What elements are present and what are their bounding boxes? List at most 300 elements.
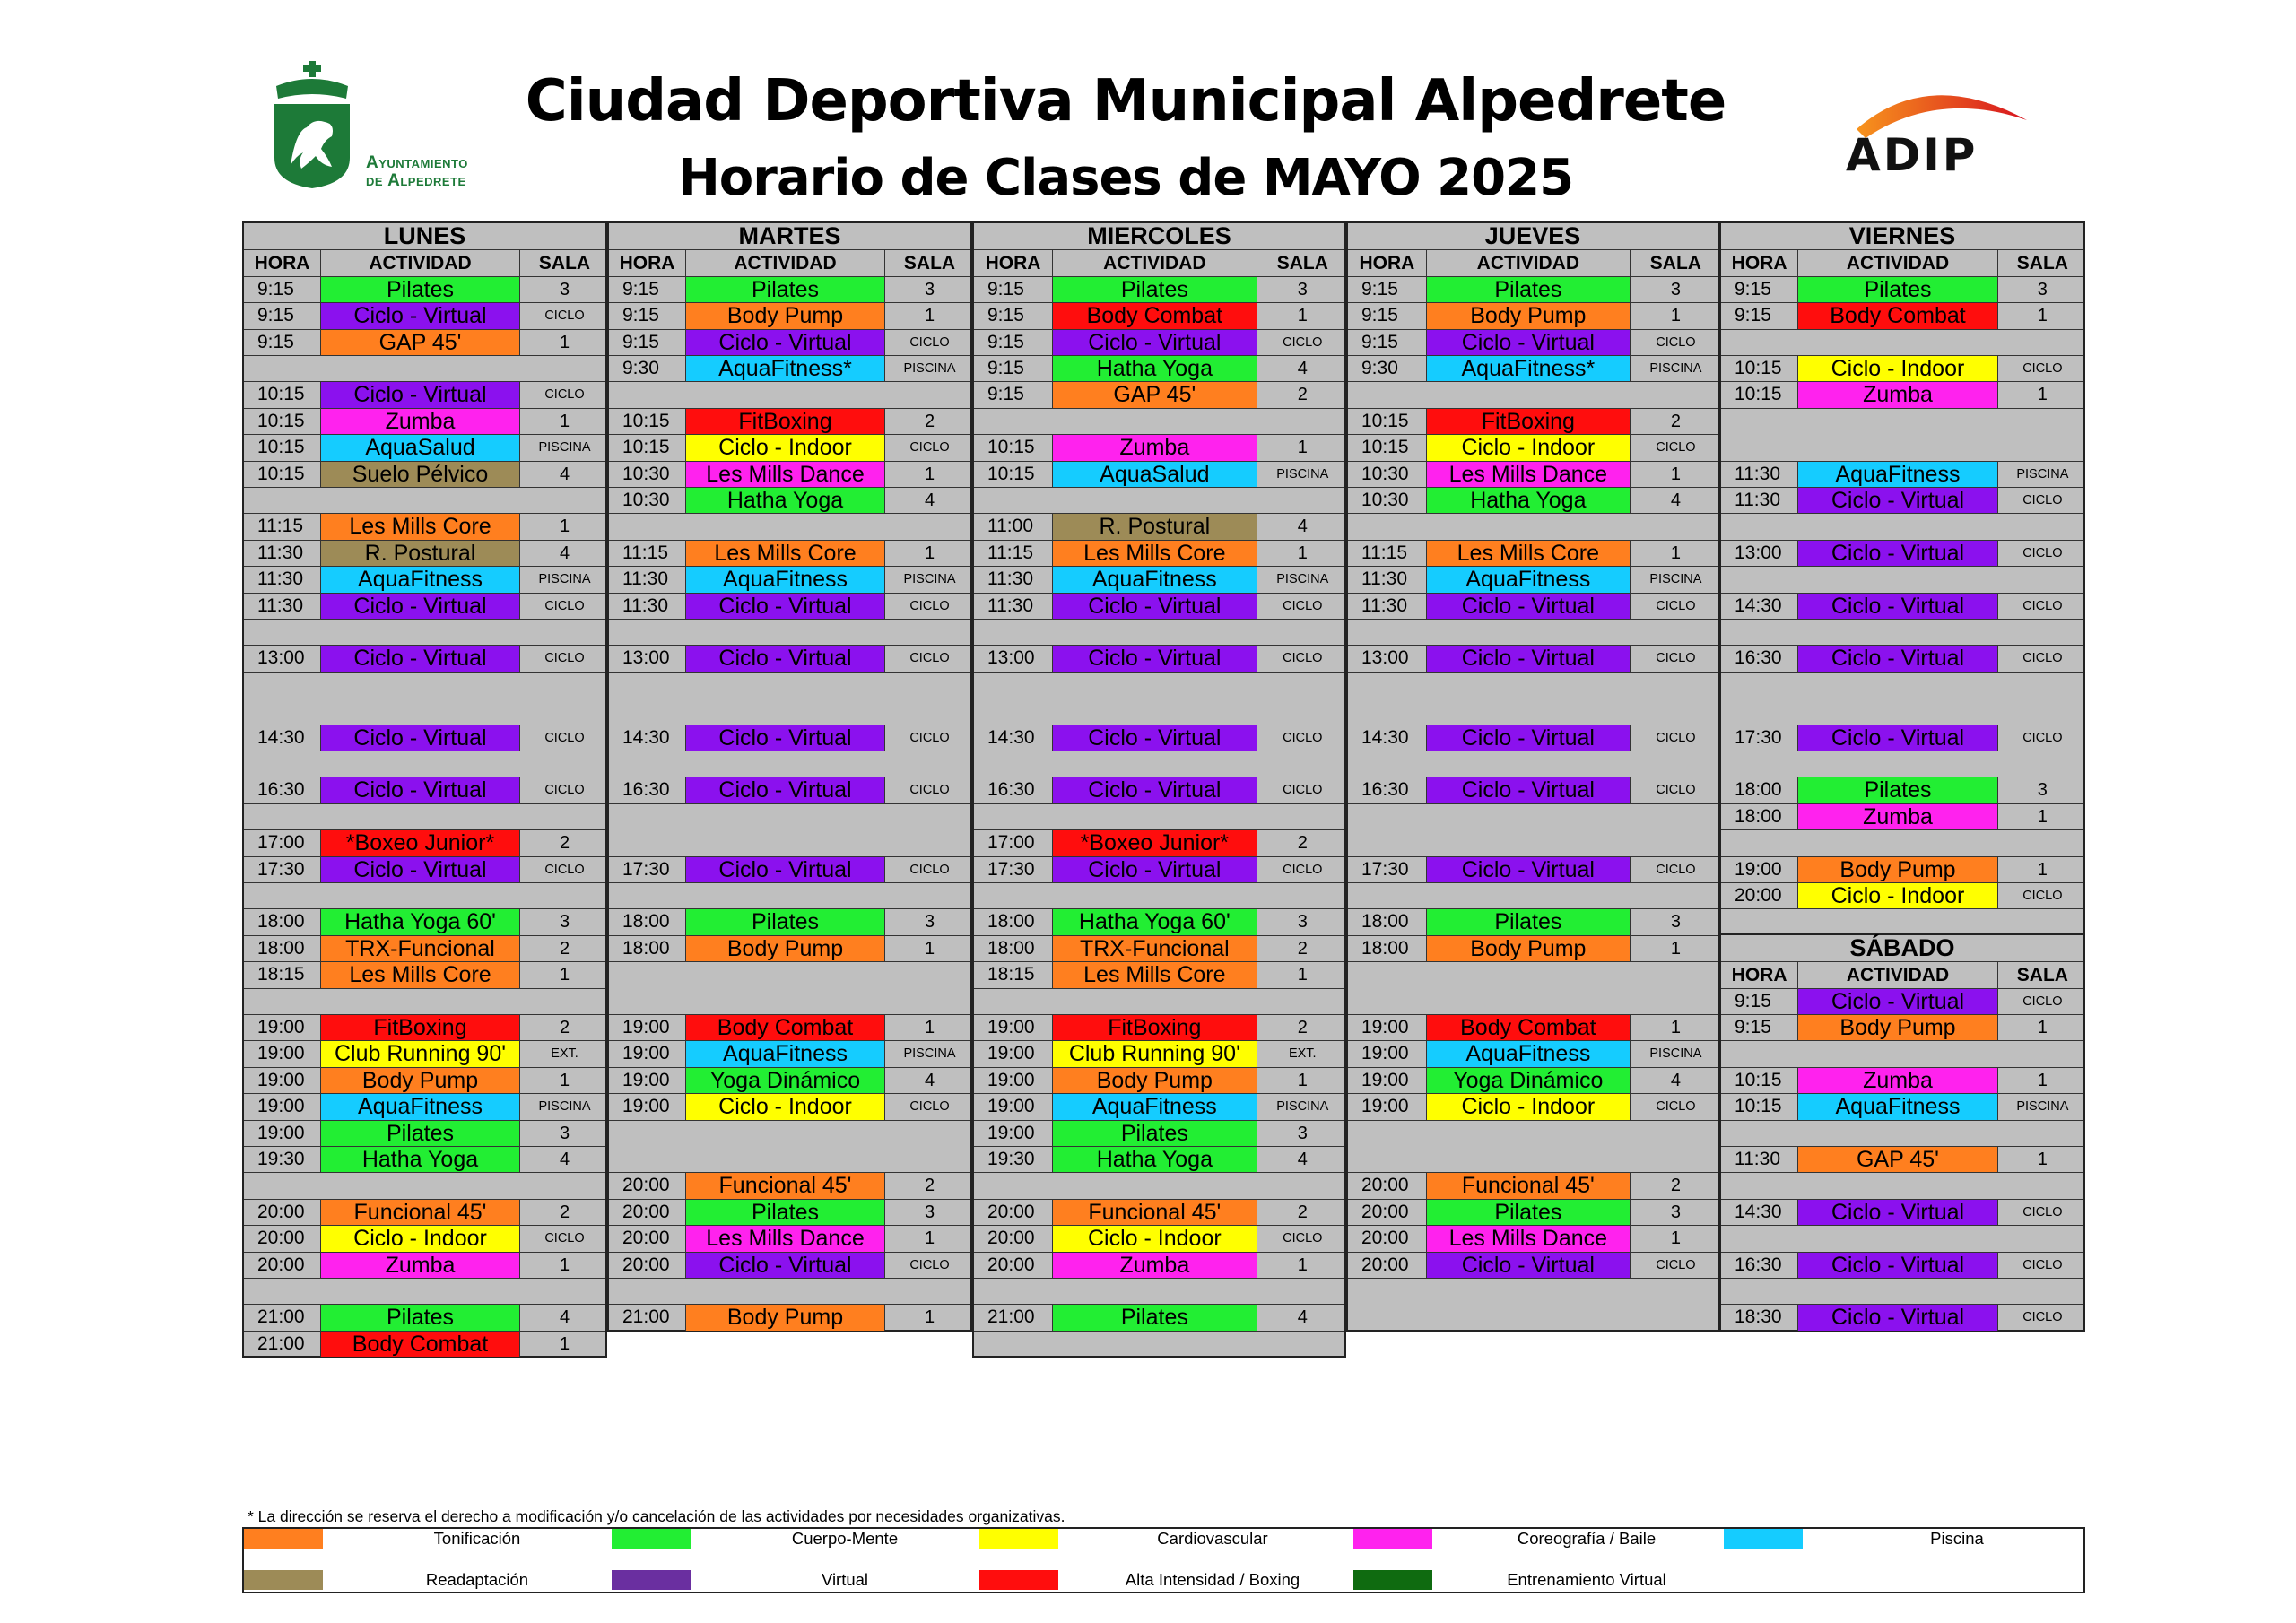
class-row[interactable]: [244, 540, 605, 566]
legend-swatch: [612, 1570, 691, 1590]
class-row[interactable]: [609, 540, 970, 566]
class-activity: Ciclo - Indoor: [1053, 1226, 1257, 1251]
class-room: CICLO: [2022, 361, 2063, 376]
class-time: 16:30: [1348, 777, 1427, 803]
class-room: 3: [924, 1202, 935, 1222]
class-activity: Pilates: [1798, 277, 1998, 302]
class-row[interactable]: [1348, 540, 1718, 566]
class-row[interactable]: [974, 1120, 1344, 1146]
class-activity: Les Mills Dance: [686, 1226, 885, 1251]
class-room: 1: [559, 516, 570, 537]
empty-row: [1348, 381, 1718, 407]
class-room: 1: [559, 965, 570, 985]
class-row[interactable]: [974, 1199, 1344, 1225]
class-row[interactable]: [244, 1040, 605, 1066]
class-row[interactable]: [609, 593, 970, 619]
class-activity: FitBoxing: [321, 1015, 520, 1040]
class-activity: Yoga Dinámico: [1427, 1068, 1631, 1093]
class-row[interactable]: [244, 381, 605, 407]
class-row[interactable]: [244, 1252, 605, 1278]
legend-item: [1353, 1529, 1712, 1549]
class-room: 1: [559, 411, 570, 431]
class-room: PISCINA: [538, 1099, 591, 1115]
class-row[interactable]: [609, 645, 970, 671]
legend-label: Tonificación: [433, 1529, 521, 1548]
class-activity: Body Combat: [1427, 1015, 1631, 1040]
class-time: 9:15: [974, 330, 1053, 355]
class-row[interactable]: [244, 829, 605, 855]
class-row[interactable]: [1348, 1199, 1718, 1225]
class-row[interactable]: [974, 1225, 1344, 1251]
class-row[interactable]: [244, 513, 605, 539]
class-row[interactable]: [974, 1093, 1344, 1119]
class-activity: Ciclo - Indoor: [686, 1094, 885, 1119]
class-row[interactable]: [1348, 1040, 1718, 1066]
class-time: 11:15: [1348, 541, 1427, 566]
class-row[interactable]: [974, 1146, 1344, 1172]
class-room: 1: [2037, 859, 2048, 880]
class-row[interactable]: [1348, 566, 1718, 592]
class-room: 1: [559, 332, 570, 352]
class-row[interactable]: [1721, 593, 2083, 619]
class-row[interactable]: [1348, 1252, 1718, 1278]
class-row[interactable]: [974, 434, 1344, 460]
class-row[interactable]: [609, 1304, 970, 1330]
class-room: CICLO: [1656, 334, 1696, 350]
class-time: 19:00: [244, 1094, 321, 1119]
class-time: 20:00: [974, 1200, 1053, 1225]
legend-label: Alta Intensidad / Boxing: [1125, 1570, 1300, 1589]
class-row[interactable]: [974, 355, 1344, 381]
class-activity: Hatha Yoga: [1427, 488, 1631, 513]
class-row[interactable]: [1721, 381, 2083, 407]
class-room: CICLO: [2022, 889, 2063, 903]
class-row[interactable]: [1721, 882, 2083, 908]
empty-row: [1721, 698, 2083, 724]
class-activity: Body Pump: [1427, 936, 1631, 961]
class-activity: GAP 45': [1053, 382, 1257, 407]
class-row[interactable]: [609, 1199, 970, 1225]
class-row[interactable]: [974, 908, 1344, 934]
class-activity: TRX-Funcional: [1053, 936, 1257, 961]
class-room: CICLO: [1656, 651, 1696, 666]
class-activity: AquaFitness: [1798, 462, 1998, 487]
class-row[interactable]: [974, 961, 1344, 987]
class-activity: Ciclo - Virtual: [1427, 330, 1631, 355]
class-time: 13:00: [1721, 541, 1798, 566]
class-time: 20:00: [1348, 1253, 1427, 1278]
class-row[interactable]: [244, 1331, 605, 1357]
class-row[interactable]: [974, 1252, 1344, 1278]
class-room: 2: [559, 1202, 570, 1222]
class-row[interactable]: [974, 777, 1344, 803]
class-row[interactable]: [1348, 777, 1718, 803]
class-row[interactable]: [609, 408, 970, 434]
class-time: 19:00: [609, 1041, 686, 1066]
class-activity: Body Combat: [1053, 303, 1257, 328]
class-time: 11:30: [1348, 567, 1427, 592]
class-time: 13:00: [609, 646, 686, 671]
column-header: SALA: [2016, 253, 2068, 274]
class-activity: Ciclo - Virtual: [1427, 646, 1631, 671]
class-row[interactable]: [244, 408, 605, 434]
class-row[interactable]: [609, 908, 970, 934]
class-room: 1: [924, 464, 935, 484]
class-activity: Ciclo - Virtual: [1798, 725, 1998, 751]
class-row[interactable]: [609, 856, 970, 882]
class-row[interactable]: [244, 777, 605, 803]
class-time: 21:00: [244, 1332, 321, 1357]
class-row[interactable]: [244, 276, 605, 302]
class-activity: Pilates: [321, 277, 520, 302]
class-row[interactable]: [974, 276, 1344, 302]
class-row[interactable]: [1721, 856, 2083, 882]
class-row[interactable]: [609, 355, 970, 381]
class-room: CICLO: [544, 308, 585, 324]
day-column-5: [1719, 933, 2085, 1332]
class-row[interactable]: [974, 1067, 1344, 1093]
class-time: 10:15: [1721, 356, 1798, 381]
legend-item: [244, 1570, 603, 1590]
class-time: 16:30: [1721, 646, 1798, 671]
class-room: 3: [1297, 279, 1308, 299]
class-room: EXT.: [551, 1046, 578, 1062]
class-room: 2: [559, 938, 570, 959]
class-row[interactable]: [1721, 1304, 2083, 1330]
class-row[interactable]: [244, 645, 605, 671]
class-time: 18:00: [244, 909, 321, 934]
class-row[interactable]: [609, 935, 970, 961]
class-row[interactable]: [974, 856, 1344, 882]
class-room: 1: [2037, 806, 2048, 827]
empty-row: [974, 672, 1344, 698]
page-title: Ciudad Deportiva Municipal Alpedrete: [525, 68, 1726, 135]
class-activity: Suelo Pélvico: [321, 462, 520, 487]
class-time: 9:15: [1721, 277, 1798, 302]
empty-row: [244, 1278, 605, 1304]
class-row[interactable]: [1348, 908, 1718, 934]
class-row[interactable]: [244, 302, 605, 328]
class-row[interactable]: [609, 461, 970, 487]
class-row[interactable]: [974, 725, 1344, 751]
class-activity: Body Pump: [686, 936, 885, 961]
page-subtitle: Horario de Clases de MAYO 2025: [677, 149, 1574, 207]
class-activity: Ciclo - Virtual: [686, 646, 885, 671]
class-row[interactable]: [244, 1120, 605, 1146]
class-row[interactable]: [1348, 725, 1718, 751]
class-activity: Body Pump: [686, 1305, 885, 1330]
class-time: 13:00: [974, 646, 1053, 671]
class-row[interactable]: [609, 1040, 970, 1066]
class-row[interactable]: [1721, 540, 2083, 566]
class-row[interactable]: [244, 329, 605, 355]
class-room: CICLO: [544, 598, 585, 613]
class-activity: Ciclo - Virtual: [1798, 646, 1998, 671]
class-row[interactable]: [974, 1014, 1344, 1040]
class-time: 9:15: [244, 303, 321, 328]
class-row[interactable]: [974, 540, 1344, 566]
class-time: 19:00: [1348, 1015, 1427, 1040]
class-activity: Club Running 90': [1053, 1041, 1257, 1066]
class-row[interactable]: [1721, 725, 2083, 751]
legend-label: Virtual: [821, 1570, 869, 1589]
class-row[interactable]: [1348, 1014, 1718, 1040]
class-row[interactable]: [1348, 487, 1718, 513]
class-row[interactable]: [244, 908, 605, 934]
class-activity: Body Pump: [321, 1068, 520, 1093]
empty-row: [1348, 803, 1718, 829]
class-room: 3: [1670, 279, 1681, 299]
class-row[interactable]: [1348, 302, 1718, 328]
class-row[interactable]: [974, 645, 1344, 671]
class-row[interactable]: [609, 1014, 970, 1040]
class-room: CICLO: [909, 730, 950, 745]
class-row[interactable]: [244, 461, 605, 487]
class-row[interactable]: [609, 302, 970, 328]
column-header-row: [244, 249, 605, 275]
class-room: PISCINA: [1276, 1099, 1329, 1115]
class-row[interactable]: [244, 1067, 605, 1093]
class-row[interactable]: [609, 1093, 970, 1119]
class-row[interactable]: [609, 566, 970, 592]
class-row[interactable]: [1721, 355, 2083, 381]
class-room: PISCINA: [2016, 466, 2069, 482]
class-row[interactable]: [974, 1304, 1344, 1330]
empty-row: [609, 619, 970, 645]
class-activity: TRX-Funcional: [321, 936, 520, 961]
class-activity: FitBoxing: [1427, 409, 1631, 434]
empty-row: [609, 698, 970, 724]
class-activity: Ciclo - Indoor: [1427, 435, 1631, 460]
class-row[interactable]: [974, 566, 1344, 592]
class-row[interactable]: [609, 1172, 970, 1198]
empty-row: [1348, 672, 1718, 698]
class-row[interactable]: [1721, 803, 2083, 829]
class-row[interactable]: [609, 276, 970, 302]
class-time: 17:30: [609, 857, 686, 882]
class-row[interactable]: [1348, 856, 1718, 882]
empty-row: [974, 1278, 1344, 1304]
class-activity: Body Pump: [1798, 1015, 1998, 1040]
class-row[interactable]: [1721, 1146, 2083, 1172]
class-time: 11:30: [244, 541, 321, 566]
empty-row: [974, 1172, 1344, 1198]
class-room: 2: [1670, 1176, 1681, 1196]
class-row[interactable]: [1721, 777, 2083, 803]
class-row[interactable]: [609, 725, 970, 751]
class-room: 1: [1670, 1018, 1681, 1037]
class-row[interactable]: [609, 1067, 970, 1093]
class-time: 10:15: [1348, 435, 1427, 460]
class-time: 9:15: [974, 303, 1053, 328]
class-row[interactable]: [1348, 593, 1718, 619]
class-row[interactable]: [609, 1252, 970, 1278]
class-activity: Ciclo - Virtual: [1053, 857, 1257, 882]
class-row[interactable]: [1721, 461, 2083, 487]
class-row[interactable]: [974, 829, 1344, 855]
class-row[interactable]: [244, 434, 605, 460]
class-room: CICLO: [2022, 651, 2063, 666]
class-row[interactable]: [244, 856, 605, 882]
class-row[interactable]: [609, 487, 970, 513]
class-row[interactable]: [1721, 487, 2083, 513]
class-row[interactable]: [1721, 1252, 2083, 1278]
class-row[interactable]: [1348, 645, 1718, 671]
class-row[interactable]: [1721, 302, 2083, 328]
class-row[interactable]: [1348, 434, 1718, 460]
class-row[interactable]: [1348, 935, 1718, 961]
legend-swatch: [1353, 1570, 1432, 1590]
class-row[interactable]: [1721, 276, 2083, 302]
class-row[interactable]: [1721, 988, 2083, 1014]
class-time: 10:15: [1348, 409, 1427, 434]
class-row[interactable]: [244, 1014, 605, 1040]
class-activity: Ciclo - Indoor: [1798, 356, 1998, 381]
class-row[interactable]: [1348, 461, 1718, 487]
class-time: 19:00: [1721, 857, 1798, 882]
class-row[interactable]: [974, 302, 1344, 328]
class-activity: Club Running 90': [321, 1041, 520, 1066]
legend-item: [244, 1529, 603, 1549]
class-row[interactable]: [609, 1225, 970, 1251]
class-room: 3: [1670, 912, 1681, 933]
class-row[interactable]: [1348, 1225, 1718, 1251]
class-activity: FitBoxing: [686, 409, 885, 434]
class-room: 3: [1297, 912, 1308, 933]
class-time: 17:00: [244, 830, 321, 855]
class-row[interactable]: [1348, 355, 1718, 381]
class-row[interactable]: [1348, 1172, 1718, 1198]
class-activity: Ciclo - Virtual: [1053, 330, 1257, 355]
class-room: PISCINA: [903, 361, 956, 376]
class-time: 19:00: [244, 1121, 321, 1146]
class-row[interactable]: [244, 1093, 605, 1119]
class-time: 17:30: [244, 857, 321, 882]
class-time: 19:00: [1348, 1094, 1427, 1119]
class-row[interactable]: [1348, 329, 1718, 355]
class-activity: Hatha Yoga: [321, 1147, 520, 1172]
class-row[interactable]: [609, 434, 970, 460]
empty-row: [974, 1331, 1344, 1357]
empty-row: [1721, 1225, 2083, 1251]
class-activity: Pilates: [1798, 777, 1998, 803]
class-row[interactable]: [609, 329, 970, 355]
class-time: 10:15: [1721, 382, 1798, 407]
empty-row: [1348, 1278, 1718, 1304]
column-header: ACTIVIDAD: [1427, 250, 1631, 276]
class-row[interactable]: [244, 935, 605, 961]
class-activity: AquaFitness*: [686, 356, 885, 381]
class-room: 4: [559, 1150, 570, 1169]
class-room: PISCINA: [903, 572, 956, 587]
legend-swatch: [244, 1529, 323, 1549]
class-room: 1: [924, 1228, 935, 1249]
class-row[interactable]: [244, 1304, 605, 1330]
class-room: 2: [924, 1176, 935, 1196]
class-row[interactable]: [1348, 1093, 1718, 1119]
class-time: 20:00: [609, 1226, 686, 1251]
empty-row: [1721, 329, 2083, 355]
empty-row: [974, 882, 1344, 908]
class-time: 14:30: [974, 725, 1053, 751]
class-row[interactable]: [244, 593, 605, 619]
class-row[interactable]: [974, 513, 1344, 539]
class-row[interactable]: [244, 725, 605, 751]
class-activity: Funcional 45': [321, 1200, 520, 1225]
ayuntamiento-name: Ayuntamiento de Alpedrete: [366, 153, 468, 190]
class-row[interactable]: [1721, 1093, 2083, 1119]
class-row[interactable]: [1348, 276, 1718, 302]
class-room: 1: [1297, 1254, 1308, 1275]
class-row[interactable]: [244, 566, 605, 592]
class-row[interactable]: [1721, 1067, 2083, 1093]
class-time: 21:00: [609, 1305, 686, 1330]
class-row[interactable]: [974, 935, 1344, 961]
class-time: 18:00: [1721, 777, 1798, 803]
class-time: 18:00: [974, 936, 1053, 961]
class-time: 21:00: [244, 1305, 321, 1330]
class-room: PISCINA: [2016, 1099, 2069, 1115]
empty-row: [1721, 751, 2083, 777]
class-row[interactable]: [1348, 408, 1718, 434]
day-column-1: [607, 221, 972, 1332]
class-room: CICLO: [544, 387, 585, 403]
class-row[interactable]: [974, 461, 1344, 487]
class-row[interactable]: [974, 381, 1344, 407]
legend-swatch: [979, 1570, 1058, 1590]
class-time: 10:30: [1348, 462, 1427, 487]
class-time: 11:00: [974, 514, 1053, 539]
empty-row: [1348, 513, 1718, 539]
class-activity: Ciclo - Virtual: [1053, 725, 1257, 751]
class-row[interactable]: [974, 1040, 1344, 1066]
class-row[interactable]: [1721, 1199, 2083, 1225]
empty-row: [609, 1278, 970, 1304]
class-activity: Ciclo - Virtual: [686, 725, 885, 751]
class-row[interactable]: [244, 1199, 605, 1225]
class-row[interactable]: [1721, 1014, 2083, 1040]
class-room: 3: [2037, 780, 2048, 801]
class-time: 20:00: [1348, 1226, 1427, 1251]
class-room: 3: [1297, 1123, 1308, 1143]
class-row[interactable]: [1721, 645, 2083, 671]
class-row[interactable]: [609, 777, 970, 803]
class-row[interactable]: [244, 1225, 605, 1251]
class-row[interactable]: [244, 961, 605, 987]
class-time: 17:30: [1721, 725, 1798, 751]
class-time: 20:00: [1721, 883, 1798, 908]
class-time: 9:15: [974, 356, 1053, 381]
class-row[interactable]: [974, 593, 1344, 619]
class-time: 11:15: [609, 541, 686, 566]
class-time: 9:15: [1721, 303, 1798, 328]
class-activity: Ciclo - Virtual: [321, 857, 520, 882]
class-room: 1: [559, 1333, 570, 1354]
class-room: CICLO: [1656, 730, 1696, 745]
class-activity: Ciclo - Virtual: [1053, 646, 1257, 671]
class-row[interactable]: [244, 1146, 605, 1172]
empty-row: [609, 381, 970, 407]
class-row[interactable]: [1348, 1067, 1718, 1093]
class-activity: Pilates: [321, 1305, 520, 1330]
class-activity: Ciclo - Virtual: [1427, 857, 1631, 882]
empty-row: [1721, 1120, 2083, 1146]
class-time: 16:30: [974, 777, 1053, 803]
class-room: 1: [924, 938, 935, 959]
class-row[interactable]: [974, 329, 1344, 355]
class-time: 18:00: [609, 936, 686, 961]
class-activity: Funcional 45': [686, 1173, 885, 1198]
